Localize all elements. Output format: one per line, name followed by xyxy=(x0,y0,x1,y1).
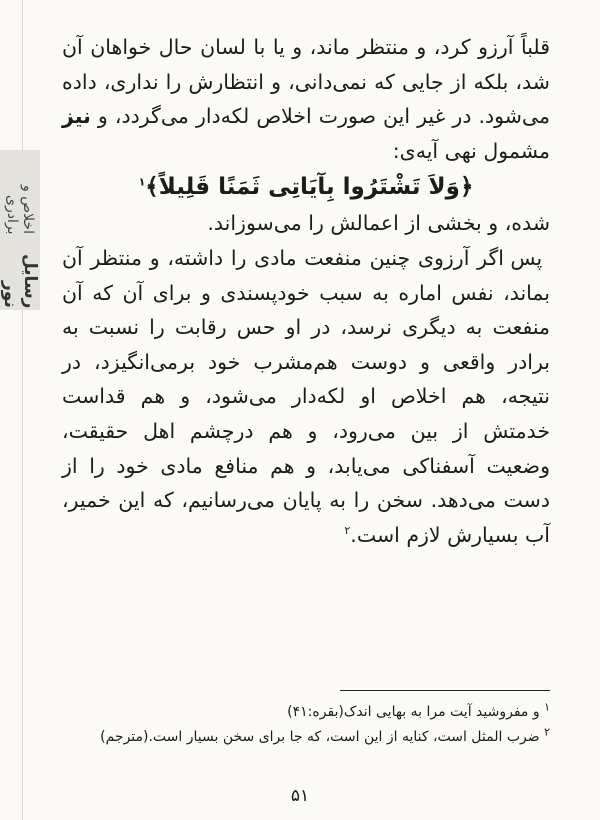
paragraph-intro xyxy=(62,30,550,168)
footnote-ref-1[interactable]: ۱ xyxy=(138,175,146,189)
quran-verse xyxy=(62,168,550,206)
footnote-2-mark: ۲ xyxy=(544,725,550,739)
paragraph-after-verse: شده، و بخشی از اعمالش را می‌سوزاند. xyxy=(207,211,550,236)
margin-line xyxy=(22,0,23,820)
series-title: رسایل نور xyxy=(0,253,40,308)
footnote-ref-2[interactable]: ۲ xyxy=(344,523,351,537)
main-text xyxy=(62,30,550,552)
running-title xyxy=(2,158,38,308)
footnote-separator xyxy=(340,690,550,691)
page-number: ۵۱ xyxy=(290,786,310,806)
paragraph-2 xyxy=(62,241,550,552)
footnote-2-text: ضرب المثل است، کنایه از این است، که جا برای سخن بسیار است.(مترجم) xyxy=(100,729,545,745)
intro-bold-text: نیز xyxy=(62,104,91,129)
intro-text: قلباً آرزو کرد، و منتظر ماند، و یا با لسان حال خواهان آن شد، بلکه از جایی که نمی‌دانی، و انتظارش را نداری، داده می‌شود. در غیر این صورت اخلاص لکه‌دار می‌گردد، و xyxy=(62,35,550,129)
paragraph-2-text: پس اگر آرزوی چنین منفعت مادی را داشته، و منتظر آن بماند، نفس اماره به سبب خودپسندی و برای آن که آن منفعت به دیگری نرسد، در او حس رقابت را نسبت به برادر واقعی و دوست هم‌مشرب خود برمی‌انگیزد، در نتیجه، هم اخلاص او لکه‌دار می‌شود، و هم قداست خدمتش از بین می‌رود، و هم درچشم اهل حقیقت، وضعیت آسفناکی می‌یابد، و هم منافع مادی خود را از دست می‌دهد. سخن را به پایان می‌رسانیم، که این خمیر، آب بسیارش لازم است. xyxy=(62,245,550,547)
intro-end-text: مشمول نهی آیه‌ی: xyxy=(392,138,550,163)
footnote-1 xyxy=(62,700,550,725)
footnote-1-text: و مفروشید آیت مرا به بهایی اندک(بقره:۴۱) xyxy=(287,704,545,720)
footnote-2 xyxy=(62,725,550,750)
verse-text: ﴿وَلاَ تَشْتَرُوا بِآيَاتِى ثَمَنًا قَلِيلاً﴾ xyxy=(145,174,474,201)
chapter-title: اخلاص و برادری xyxy=(4,185,36,235)
footnotes xyxy=(62,700,550,750)
footnote-1-mark: ۱ xyxy=(544,700,550,714)
